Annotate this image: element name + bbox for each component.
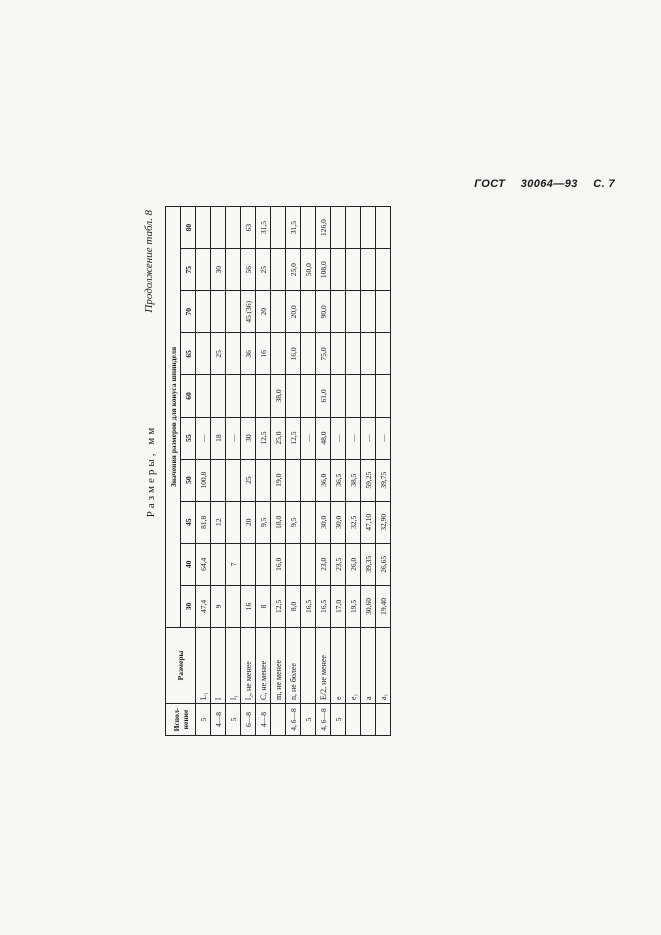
row-value: 26,0 (346, 543, 361, 585)
table-row (376, 207, 391, 736)
row-value (376, 207, 391, 249)
row-value: 16,5 (301, 585, 316, 627)
row-value (241, 543, 256, 585)
row-value (271, 249, 286, 291)
row-value: 38,0 (271, 375, 286, 417)
row-value (361, 291, 376, 333)
table-row (256, 207, 271, 736)
row-value (376, 249, 391, 291)
row-value: — (346, 417, 361, 459)
row-value (376, 291, 391, 333)
row-value (301, 459, 316, 501)
row-value: 32,90 (376, 501, 391, 543)
row-value: 45 (36) (241, 291, 256, 333)
standard-label: ГОСТ (474, 178, 506, 190)
row-value: 64,4 (196, 543, 211, 585)
row-value: 9,5 (256, 501, 271, 543)
row-value: 31,5 (286, 207, 301, 249)
table-row (316, 207, 331, 736)
row-execution: 5 (331, 704, 346, 736)
row-value (256, 459, 271, 501)
row-dimension: n, не более (286, 628, 301, 704)
row-dimension: C, не менее (256, 628, 271, 704)
row-value: 16,0 (271, 543, 286, 585)
row-value (361, 333, 376, 375)
row-value: 36,5 (331, 459, 346, 501)
table-row (301, 207, 316, 736)
row-value (271, 207, 286, 249)
header-cone-40: 40 (181, 543, 196, 585)
row-value (271, 333, 286, 375)
row-value (301, 375, 316, 417)
header-cone-80: 80 (181, 207, 196, 249)
row-value: 126,0 (316, 207, 331, 249)
row-value (241, 375, 256, 417)
row-value (331, 291, 346, 333)
row-dimension: a (361, 628, 376, 704)
table-row (241, 207, 256, 736)
row-value (271, 291, 286, 333)
row-dimension: e (331, 628, 346, 704)
row-value: 8 (256, 585, 271, 627)
header-cone-65: 65 (181, 333, 196, 375)
row-value (226, 207, 241, 249)
row-value (196, 375, 211, 417)
row-value: 16,5 (316, 585, 331, 627)
row-value: 56 (241, 249, 256, 291)
row-value: 47,4 (196, 585, 211, 627)
row-execution (376, 704, 391, 736)
row-value: 19,5 (346, 585, 361, 627)
row-value: 30,0 (331, 501, 346, 543)
row-value: 63 (241, 207, 256, 249)
table-row (361, 207, 376, 736)
row-value (196, 291, 211, 333)
row-value: 23,5 (331, 543, 346, 585)
row-value: 16 (256, 333, 271, 375)
row-value: 48,0 (316, 417, 331, 459)
row-value: 12,5 (286, 417, 301, 459)
row-value: — (331, 417, 346, 459)
row-value (346, 249, 361, 291)
row-value: 50,0 (301, 249, 316, 291)
header-cone-60: 60 (181, 375, 196, 417)
row-execution: 5 (301, 704, 316, 736)
row-value: — (226, 417, 241, 459)
row-value: 39,75 (376, 459, 391, 501)
row-value (301, 207, 316, 249)
row-execution: 4—8 (211, 704, 226, 736)
row-value: 18,0 (271, 501, 286, 543)
row-value (226, 375, 241, 417)
row-value (256, 543, 271, 585)
row-value (331, 249, 346, 291)
row-value: 23,0 (316, 543, 331, 585)
row-value: 32,5 (346, 501, 361, 543)
row-dimension: L₁ (196, 628, 211, 704)
row-value (301, 501, 316, 543)
row-value: 38,5 (346, 459, 361, 501)
row-value (196, 207, 211, 249)
row-value: 30 (211, 249, 226, 291)
row-value (211, 459, 226, 501)
table-row (346, 207, 361, 736)
row-value: 100,8 (196, 459, 211, 501)
row-value (346, 375, 361, 417)
row-value (196, 249, 211, 291)
row-value (286, 375, 301, 417)
row-execution (346, 704, 361, 736)
row-value (346, 291, 361, 333)
row-value: 36,0 (316, 459, 331, 501)
row-value (376, 375, 391, 417)
row-value: 20 (256, 291, 271, 333)
row-value (226, 249, 241, 291)
row-value (226, 585, 241, 627)
page-number: С. 7 (593, 178, 615, 190)
row-value (196, 333, 211, 375)
row-value (301, 333, 316, 375)
row-value: 26,65 (376, 543, 391, 585)
row-value: 25,0 (271, 417, 286, 459)
row-value: 9 (211, 585, 226, 627)
header-cone-75: 75 (181, 249, 196, 291)
standard-number: 30064—93 (520, 178, 578, 190)
row-value: 30 (241, 417, 256, 459)
row-value: 17,0 (331, 585, 346, 627)
row-dimension: E/2, не менее (316, 628, 331, 704)
row-value: 75,0 (316, 333, 331, 375)
row-value (331, 333, 346, 375)
row-value (286, 543, 301, 585)
row-value: 31,5 (256, 207, 271, 249)
row-dimension: l₂, не менее (241, 628, 256, 704)
table-row (226, 207, 241, 736)
header-execution: Испол-нение (166, 704, 196, 736)
row-value: 7 (226, 543, 241, 585)
header-cone-50: 50 (181, 459, 196, 501)
row-value (211, 291, 226, 333)
row-value (211, 543, 226, 585)
table-row (211, 207, 226, 736)
row-value (361, 249, 376, 291)
row-value: — (196, 417, 211, 459)
continuation-caption: Продолжение табл. 8 (143, 210, 155, 313)
row-execution: 5 (226, 704, 241, 736)
row-value: 30,0 (316, 501, 331, 543)
row-dimension: l (211, 628, 226, 704)
row-execution (271, 704, 286, 736)
header-cone-values: Значения размеров для конуса шпинделя (166, 207, 181, 628)
row-execution: 5 (196, 704, 211, 736)
row-value (211, 375, 226, 417)
units-caption: Размеры, мм (145, 424, 157, 518)
row-value (361, 375, 376, 417)
row-dimension: l₁ (226, 628, 241, 704)
row-value (301, 291, 316, 333)
row-value (346, 333, 361, 375)
row-value (301, 543, 316, 585)
row-value: 90,0 (316, 291, 331, 333)
row-value: — (301, 417, 316, 459)
row-value: 25,0 (286, 249, 301, 291)
row-value (226, 333, 241, 375)
header-cone-30: 30 (181, 585, 196, 627)
table-row (331, 207, 346, 736)
header-dimensions: Размеры (166, 628, 196, 704)
row-value: 9,5 (286, 501, 301, 543)
table-row (196, 207, 211, 736)
row-value: 19,0 (271, 459, 286, 501)
row-value: 18 (211, 417, 226, 459)
row-value (361, 207, 376, 249)
row-value (286, 459, 301, 501)
row-value (331, 375, 346, 417)
row-value: 20 (241, 501, 256, 543)
row-value: — (361, 417, 376, 459)
row-value (226, 501, 241, 543)
row-execution: 6—8 (241, 704, 256, 736)
row-value: 61,0 (316, 375, 331, 417)
row-value: 47,10 (361, 501, 376, 543)
row-dimension: a₁ (376, 628, 391, 704)
row-value: 20,0 (286, 291, 301, 333)
page-header (462, 178, 615, 190)
row-value: 25 (211, 333, 226, 375)
table-row (286, 207, 301, 736)
row-value: 81,8 (196, 501, 211, 543)
row-execution: 4—8 (256, 704, 271, 736)
row-execution: 4, 6—8 (286, 704, 301, 736)
row-value (226, 291, 241, 333)
row-value (211, 207, 226, 249)
header-cone-70: 70 (181, 291, 196, 333)
row-value: 108,0 (316, 249, 331, 291)
row-value (331, 207, 346, 249)
row-value: 12,5 (271, 585, 286, 627)
row-value: 12 (211, 501, 226, 543)
header-cone-55: 55 (181, 417, 196, 459)
header-cone-45: 45 (181, 501, 196, 543)
row-value: — (376, 417, 391, 459)
row-execution (361, 704, 376, 736)
row-value (376, 333, 391, 375)
row-value (256, 375, 271, 417)
row-value: 59,25 (361, 459, 376, 501)
dimensions-table (165, 206, 391, 736)
row-value: 8,0 (286, 585, 301, 627)
row-value: 16 (241, 585, 256, 627)
row-value: 30,60 (361, 585, 376, 627)
row-value: 19,40 (376, 585, 391, 627)
row-value (226, 459, 241, 501)
row-value (346, 207, 361, 249)
row-value: 12,5 (256, 417, 271, 459)
row-value: 36 (241, 333, 256, 375)
rotated-table-page (143, 206, 513, 736)
row-value: 39,35 (361, 543, 376, 585)
row-dimension: e₁ (346, 628, 361, 704)
row-value: 25 (241, 459, 256, 501)
table-row (271, 207, 286, 736)
row-execution: 4, 6—8 (316, 704, 331, 736)
row-dimension (301, 628, 316, 704)
row-value: 16,0 (286, 333, 301, 375)
row-value: 25 (256, 249, 271, 291)
row-dimension: m, не менее (271, 628, 286, 704)
